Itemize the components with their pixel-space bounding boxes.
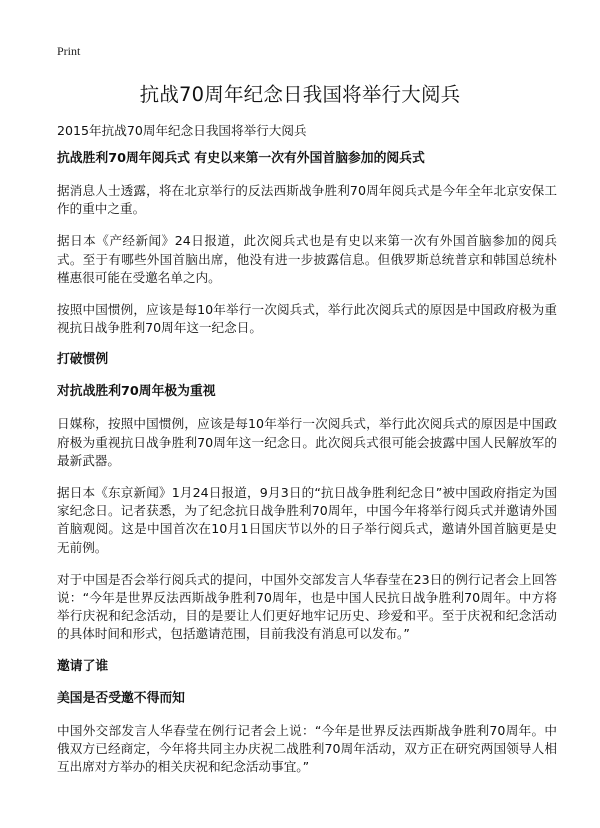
section-heading: 邀请了谁 <box>57 658 109 674</box>
paragraph: 日媒称，按照中国惯例，应该是每10年举行一次阅兵式，举行此次阅兵式的原因是中国政府极为重视抗日战争胜利70周年这一纪念日。此次阅兵式很可能会披露中国人民解放军的最新武器。 <box>57 416 557 468</box>
paragraph: 对于中国是否会举行阅兵式的提问，中国外交部发言人华春莹在23日的例行记者会上回答说：“今年是世界反法西斯战争胜利70周年，也是中国人民抗日战争胜利70周年。中方将举行庆祝和纪念活动，目的是要让人们更好地牢记历史、珍爱和平。至于庆祝和纪念活动的具体时间和形式，包括邀请范围，目前我没有消息可以发布。” <box>57 571 557 642</box>
article-subtitle: 2015年抗战70周年纪念日我国将举行大阅兵 <box>57 123 307 138</box>
paragraph: 据消息人士透露，将在北京举行的反法西斯战争胜利70周年阅兵式是今年全年北京安保工作的重中之重。 <box>57 183 557 217</box>
section-heading: 抗战胜利70周年阅兵式 有史以来第一次有外国首脑参加的阅兵式 <box>57 151 425 166</box>
paragraph: 按照中国惯例，应该是每10年举行一次阅兵式，举行此次阅兵式的原因是中国政府极为重视抗日战争胜利70周年这一纪念日。 <box>57 302 557 336</box>
article-body <box>57 150 557 790</box>
paragraph: 据日本《东京新闻》1月24日报道，9月3日的“抗日战争胜利纪念日”被中国政府指定为国家纪念日。记者获悉，为了纪念抗日战争胜利70周年，中国今年将举行阅兵式并邀请外国首脑观阅。这是中国首次在10月1日国庆节以外的日子举行阅兵式，邀请外国首脑更是史无前例。 <box>57 485 557 555</box>
section-heading: 对抗战胜利70周年极为重视 <box>57 384 216 400</box>
print-link[interactable]: Print <box>57 44 81 58</box>
page-title: 抗战70周年纪念日我国将举行大阅兵 <box>139 83 461 106</box>
paragraph: 中国外交部发言人华春莹在例行记者会上说：“今年是世界反法西斯战争胜利70周年。中俄双方已经商定，今年将共同主办庆祝二战胜利70周年活动，双方正在研究两国领导人相互出席对方举办的相关庆祝和纪念活动事宜。” <box>57 722 557 775</box>
paragraph: 据日本《产经新闻》24日报道，此次阅兵式也是有史以来第一次有外国首脑参加的阅兵式。至于有哪些外国首脑出席，他没有进一步披露信息。但俄罗斯总统普京和韩国总统朴槿惠很可能在受邀名单之内。 <box>57 233 557 285</box>
section-heading: 美国是否受邀不得而知 <box>57 690 185 706</box>
section-heading: 打破惯例 <box>57 352 109 368</box>
